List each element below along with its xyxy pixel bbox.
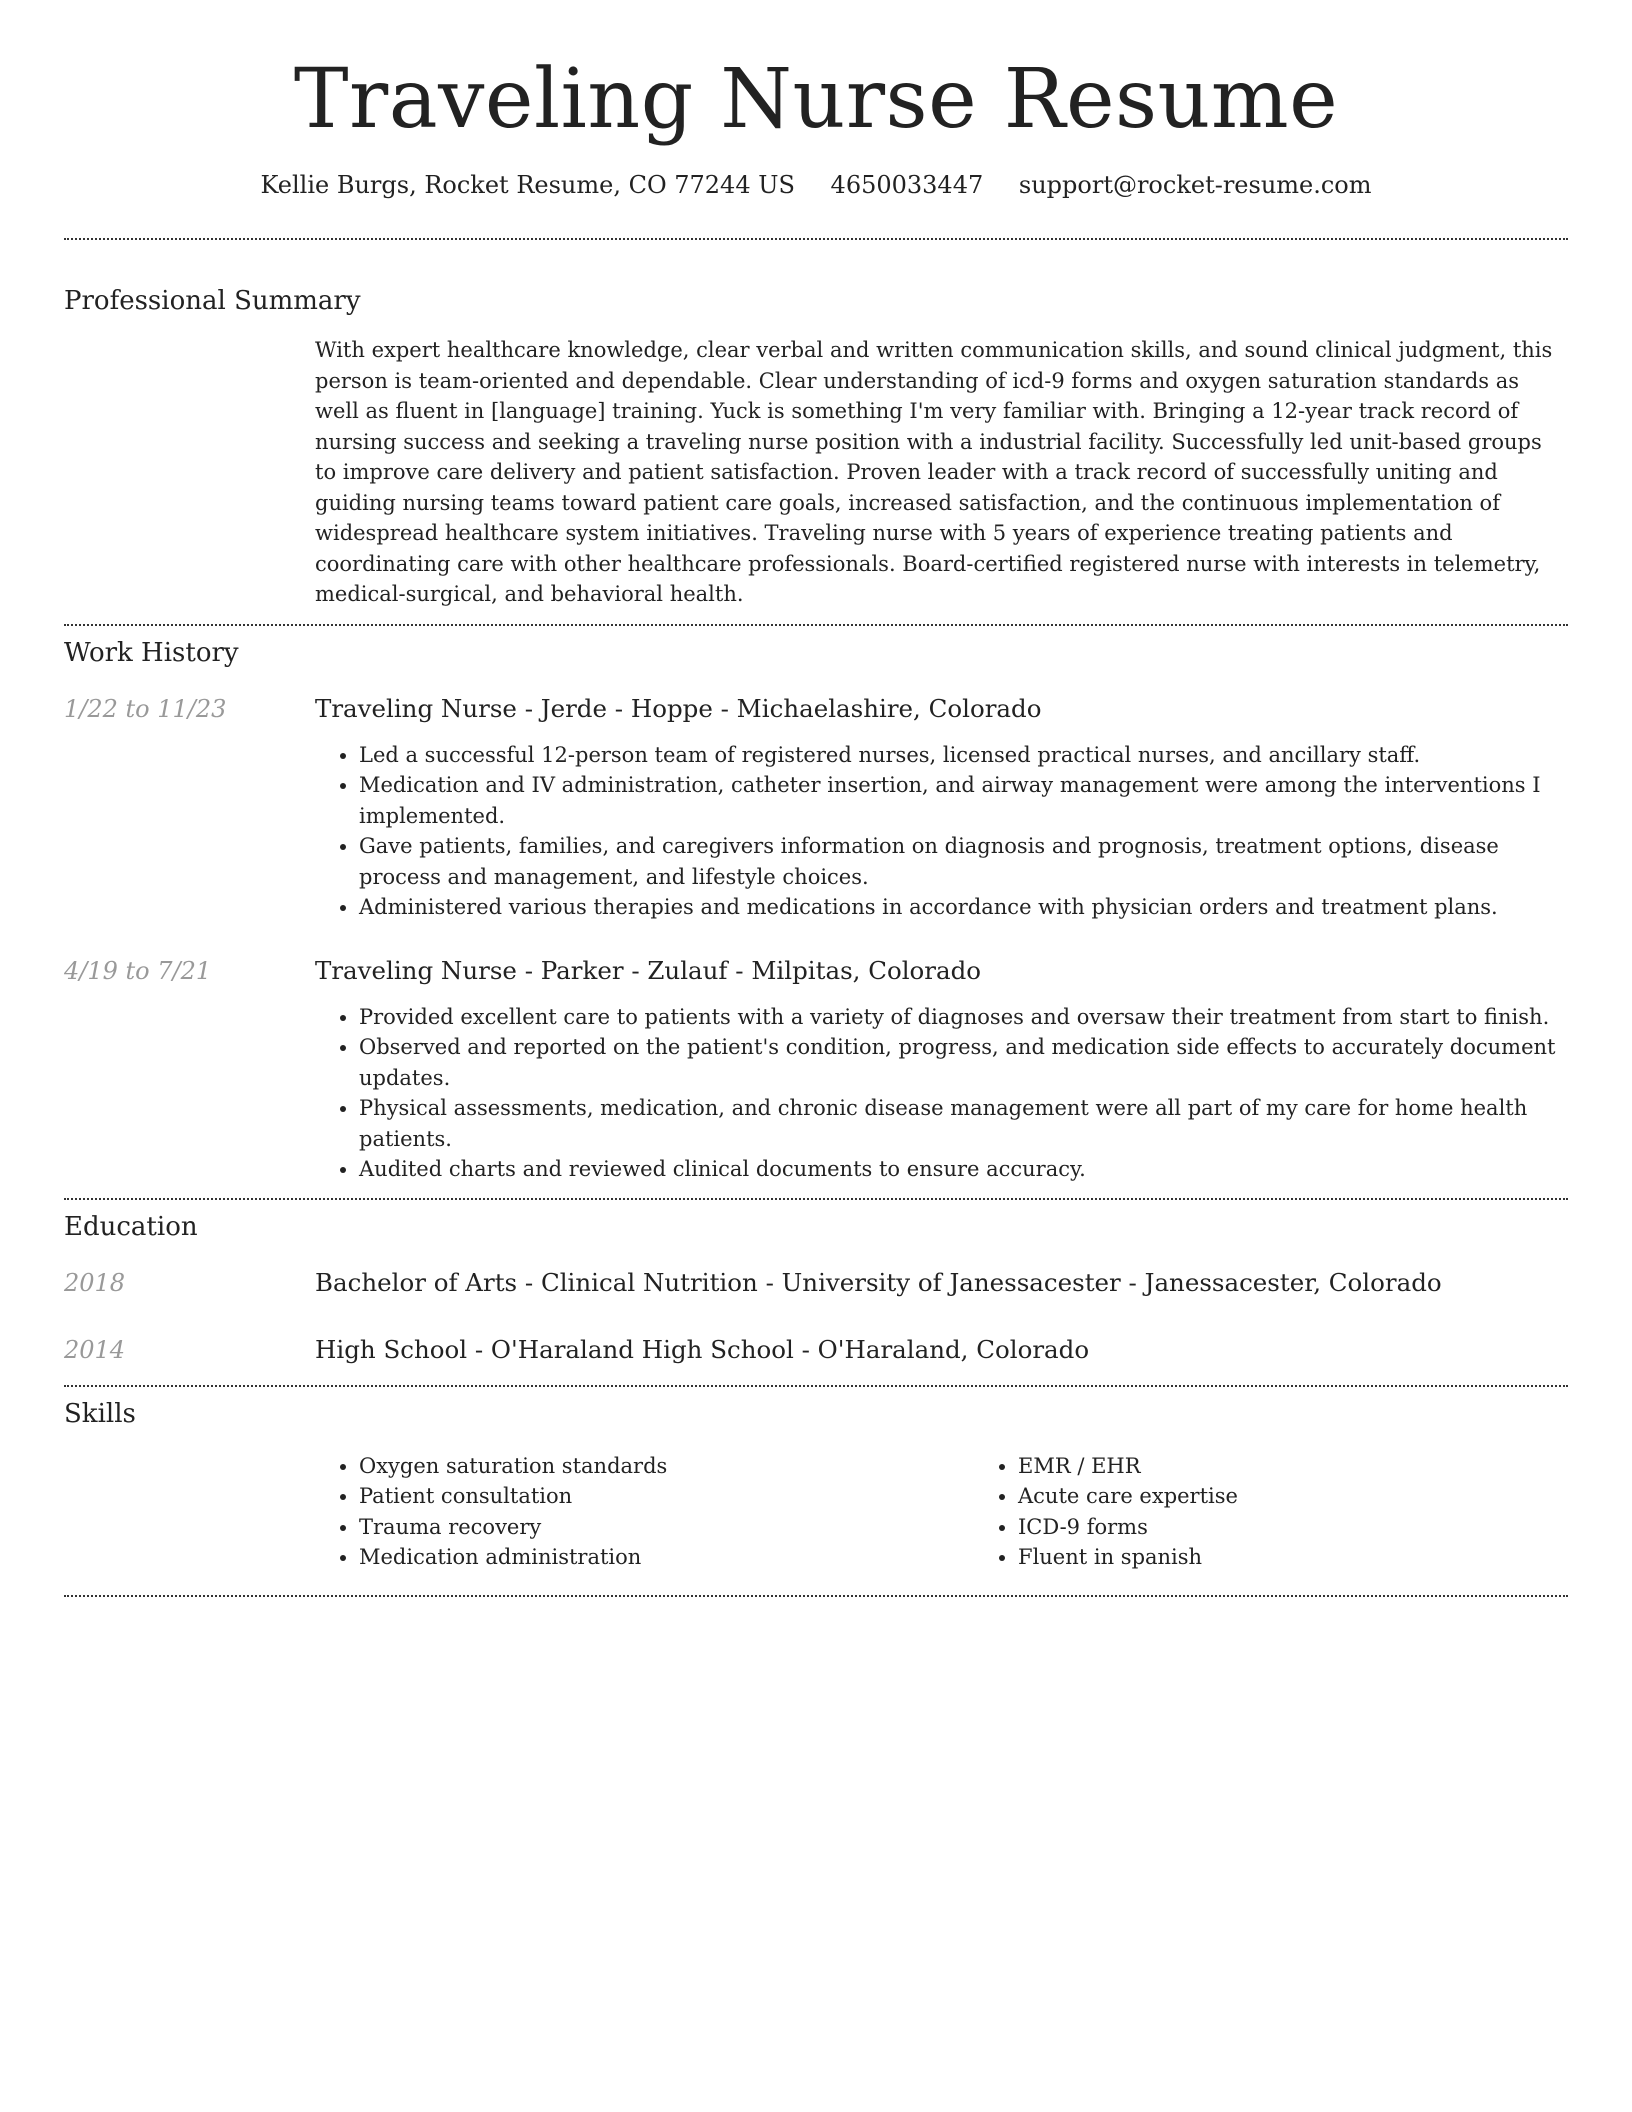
skill-item: • EMR / EHR (1018, 1451, 1632, 1482)
education-entry (64, 1333, 1568, 1367)
work-history-section (64, 636, 1568, 1185)
divider (64, 238, 1568, 240)
list-item: • Audited charts and reviewed clinical documents to ensure accuracy. (359, 1154, 1568, 1185)
list-item: • Physical assessments, medication, and chronic disease management were all part of my care for home health patients. (359, 1093, 1568, 1154)
section-heading-work: Work History (64, 637, 239, 668)
job-title: Traveling Nurse - Jerde - Hoppe - Michaelashire, Colorado (315, 693, 1042, 723)
education-section (64, 1210, 1568, 1367)
education-degree: High School (315, 1334, 468, 1364)
job-dates: 4/19 to 7/21 (64, 956, 212, 985)
contact-phone: 4650033447 (830, 171, 984, 199)
skill-item: • Fluent in spanish (1018, 1542, 1632, 1573)
contact-address: Kellie Burgs, Rocket Resume, CO 77244 US (260, 171, 795, 199)
divider (64, 1198, 1568, 1200)
divider (64, 1385, 1568, 1387)
job-dates: 1/22 to 11/23 (64, 694, 227, 723)
skills-list-left (315, 1451, 974, 1573)
job-title: Traveling Nurse - Parker - Zulauf - Milpitas, Colorado (315, 955, 982, 985)
list-item: • Medication and IV administration, catheter insertion, and airway management were among the interventions I implemented. (359, 770, 1568, 831)
list-item: • Provided excellent care to patients with a variety of diagnoses and oversaw their treatment from start to finish. (359, 1002, 1568, 1033)
skill-item: • Medication administration (359, 1542, 974, 1573)
education-degree: Bachelor of Arts - Clinical Nutrition (315, 1267, 758, 1297)
job-bullets (315, 740, 1568, 923)
skills-section (64, 1397, 1568, 1573)
skills-list-right (974, 1451, 1632, 1573)
education-school: - University of Janessacester - Janessacester, Colorado (757, 1267, 1442, 1297)
list-item: • Gave patients, families, and caregivers information on diagnosis and prognosis, treatment options, disease process and management, and lifestyle choices. (359, 831, 1568, 892)
summary-section (64, 284, 1568, 610)
education-school: - O'Haraland High School - O'Haraland, Colorado (467, 1334, 1090, 1364)
list-item: • Led a successful 12-person team of registered nurses, licensed practical nurses, and ancillary staff. (359, 740, 1568, 771)
skill-item: • Trauma recovery (359, 1512, 974, 1543)
skill-item: • Patient consultation (359, 1481, 974, 1512)
education-year: 2014 (64, 1335, 126, 1364)
job-entry (64, 692, 1568, 923)
skill-item: • Oxygen saturation standards (359, 1451, 974, 1482)
contact-email: support@rocket-resume.com (1018, 171, 1372, 199)
education-year: 2018 (64, 1268, 126, 1297)
section-heading-skills: Skills (64, 1398, 136, 1429)
section-heading-education: Education (64, 1211, 198, 1242)
resume-title: Traveling Nurse Resume (293, 52, 1339, 147)
divider (64, 1595, 1568, 1597)
divider (64, 624, 1568, 626)
contact-line (64, 168, 1568, 202)
list-item: • Administered various therapies and medications in accordance with physician orders and treatment plans. (359, 892, 1568, 923)
education-entry (64, 1266, 1568, 1300)
job-entry (64, 954, 1568, 1185)
job-bullets (315, 1002, 1568, 1185)
skill-item: • Acute care expertise (1018, 1481, 1632, 1512)
list-item: • Observed and reported on the patient's condition, progress, and medication side effects to accurately document updates. (359, 1032, 1568, 1093)
summary-text: With expert healthcare knowledge, clear verbal and written communication skills, and sound clinical judgment, this person is team-oriented and dependable. Clear understanding of icd-9 forms and oxygen saturation standards as well as fluent in [language] training. Yuck is something I'm very familiar with. Bringing a 12-year track record of nursing success and seeking a traveling nurse position with a industrial facility. Successfully led unit-based groups to improve care delivery and patient satisfaction. Proven leader with a track record of successfully uniting and guiding nursing teams toward patient care goals, increased satisfaction, and the continuous implementation of widespread healthcare system initiatives. Traveling nurse with 5 years of experience treating patients and coordinating care with other healthcare professionals. Board-certified registered nurse with interests in telemetry, medical-surgical, and behavioral health. (315, 338, 1553, 606)
skill-item: • ICD-9 forms (1018, 1512, 1632, 1543)
section-heading-summary: Professional Summary (64, 286, 361, 316)
